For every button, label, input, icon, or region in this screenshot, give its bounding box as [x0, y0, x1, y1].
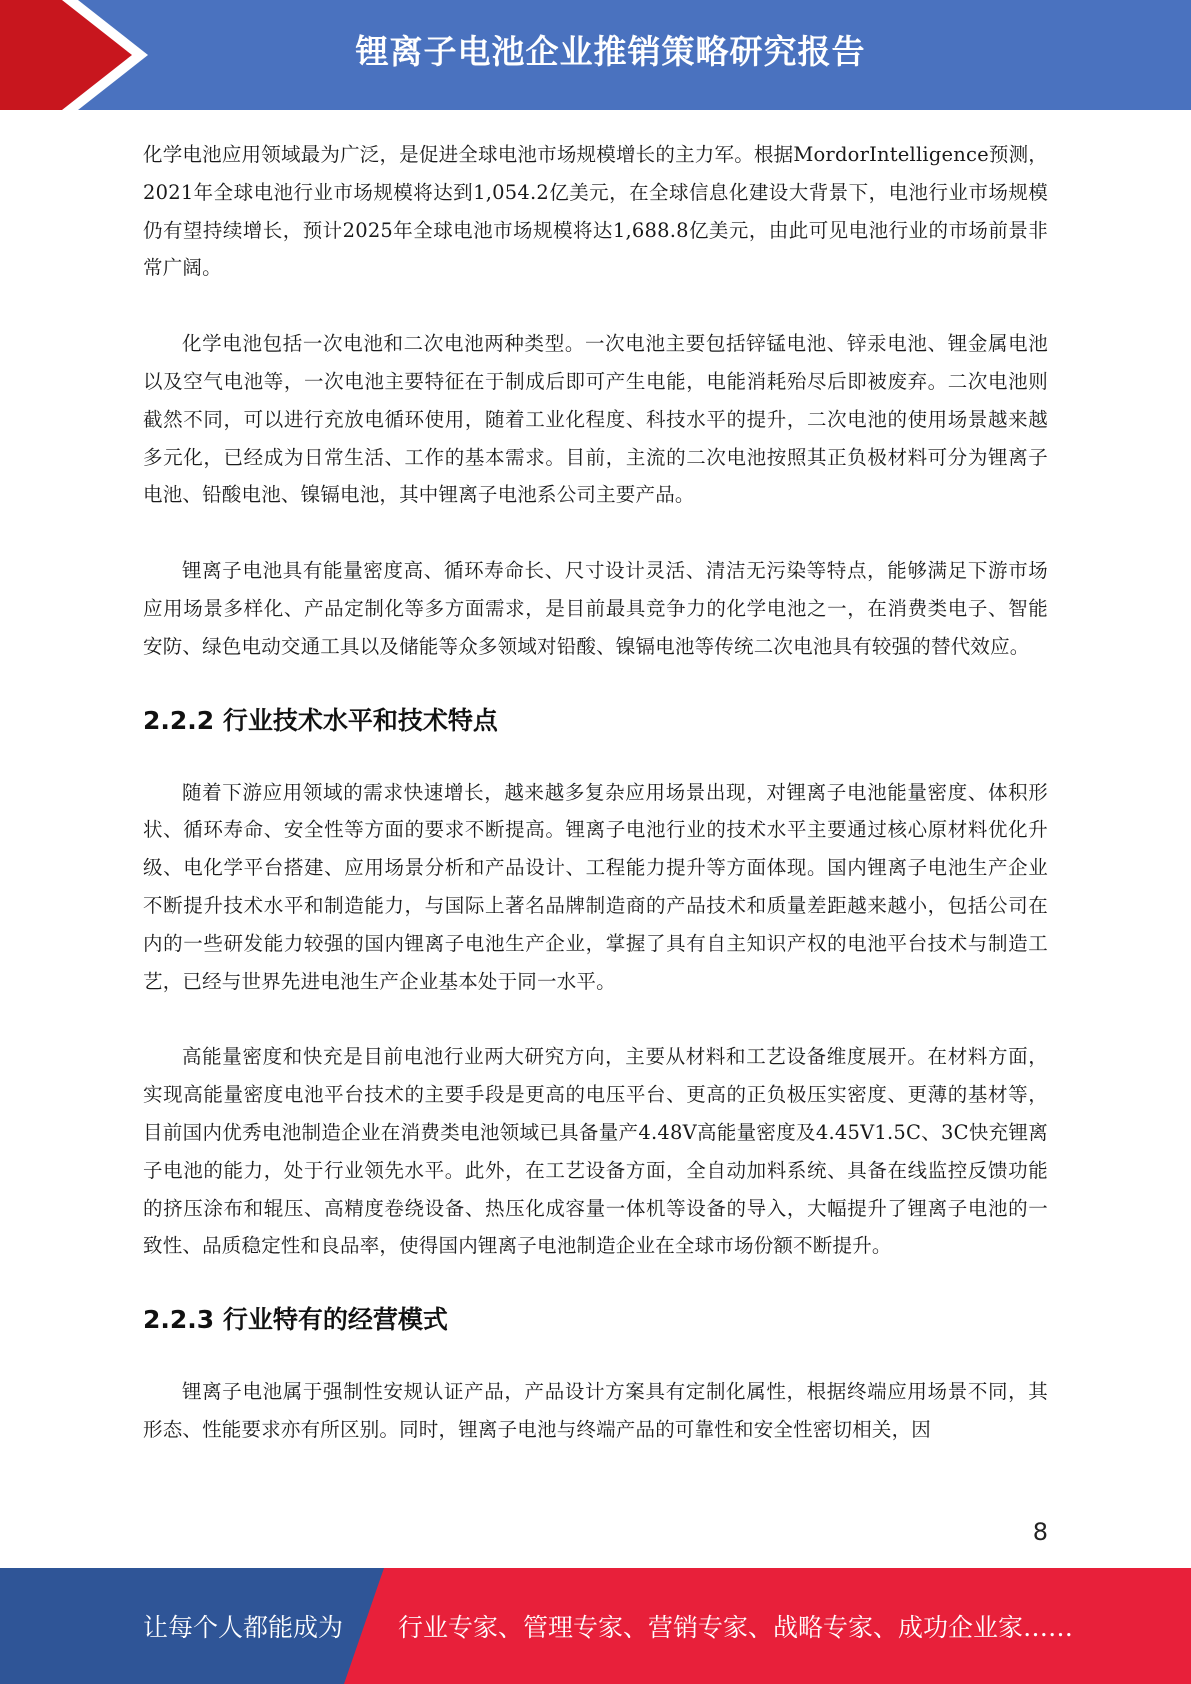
paragraph-tech-direction: 高能量密度和快充是目前电池行业两大研究方向，主要从材料和工艺设备维度展开。在材料方面，实现高能量密度电池平台技术的主要手段是更高的电压平台、更高的正负极压实密度、更薄的基材等，目前国内优秀电池制造企业在消费类电池领域已具备量产4.48V高能量密度及4.45V1.5C、3C快充锂离子电池的能力，处于行业领先水平。此外，在工艺设备方面，全自动加料系统、具备在线监控反馈功能的挤压涂布和辊压、高精度卷绕设备、热压化成容量一体机等设备的导入，大幅提升了锂离子电池的一致性、品质稳定性和良品率，使得国内锂离子电池制造企业在全球市场份额不断提升。	[143, 1045, 1048, 1258]
page-footer	[0, 1568, 1191, 1684]
paragraph-battery-types: 化学电池包括一次电池和二次电池两种类型。一次电池主要包括锌锰电池、锌汞电池、锂金属电池以及空气电池等，一次电池主要特征在于制成后即可产生电能，电能消耗殆尽后即被废弃。二次电池则截然不同，可以进行充放电循环使用，随着工业化程度、科技水平的提升，二次电池的使用场景越来越多元化，已经成为日常生活、工作的基本需求。目前，主流的二次电池按照其正负极材料可分为锂离子电池、铅酸电池、镍镉电池，其中锂离子电池系公司主要产品。	[143, 332, 1048, 507]
page-header	[0, 0, 1191, 110]
paragraph-business-model: 锂离子电池属于强制性安规认证产品，产品设计方案具有定制化属性，根据终端应用场景不同，其形态、性能要求亦有所区别。同时，锂离子电池与终端产品的可靠性和安全性密切相关，因	[143, 1380, 1048, 1441]
report-title: 锂离子电池企业推销策略研究报告	[355, 32, 866, 71]
paragraph-market-size: 化学电池应用领域最为广泛，是促进全球电池市场规模增长的主力军。根据MordorIntelligence预测，2021年全球电池行业市场规模将达到1,054.2亿美元，在全球信息化建设大背景下，电池行业市场规模仍有望持续增长，预计2025年全球电池市场规模将达1,688.8亿美元，由此可见电池行业的市场前景非常广阔。	[143, 143, 1048, 280]
paragraph-tech-level: 随着下游应用领域的需求快速增长，越来越多复杂应用场景出现，对锂离子电池能量密度、体积形状、循环寿命、安全性等方面的要求不断提高。锂离子电池行业的技术水平主要通过核心原材料优化升级、电化学平台搭建、应用场景分析和产品设计、工程能力提升等方面体现。国内锂离子电池生产企业不断提升技术水平和制造能力，与国际上著名品牌制造商的产品技术和质量差距越来越小，包括公司在内的一些研发能力较强的国内锂离子电池生产企业，掌握了具有自主知识产权的电池平台技术与制造工艺，已经与世界先进电池生产企业基本处于同一水平。	[143, 780, 1048, 993]
footer-slogan-left: 让每个人都能成为	[143, 1613, 344, 1642]
paragraph-li-ion-features: 锂离子电池具有能量密度高、循环寿命长、尺寸设计灵活、清洁无污染等特点，能够满足下游市场应用场景多样化、产品定制化等多方面需求，是目前最具竞争力的化学电池之一，在消费类电子、智能安防、绿色电动交通工具以及储能等众多领域对铅酸、镍镉电池等传统二次电池具有较强的替代效应。	[143, 559, 1048, 658]
page-number: 8	[1032, 1518, 1048, 1546]
footer-slogan-right: 行业专家、管理专家、营销专家、战略专家、成功企业家……	[398, 1613, 1074, 1642]
section-heading-2-2-2: 2.2.2 行业技术水平和技术特点	[143, 705, 498, 735]
document-body	[143, 136, 1048, 1487]
section-heading-2-2-3: 2.2.3 行业特有的经营模式	[143, 1305, 448, 1335]
